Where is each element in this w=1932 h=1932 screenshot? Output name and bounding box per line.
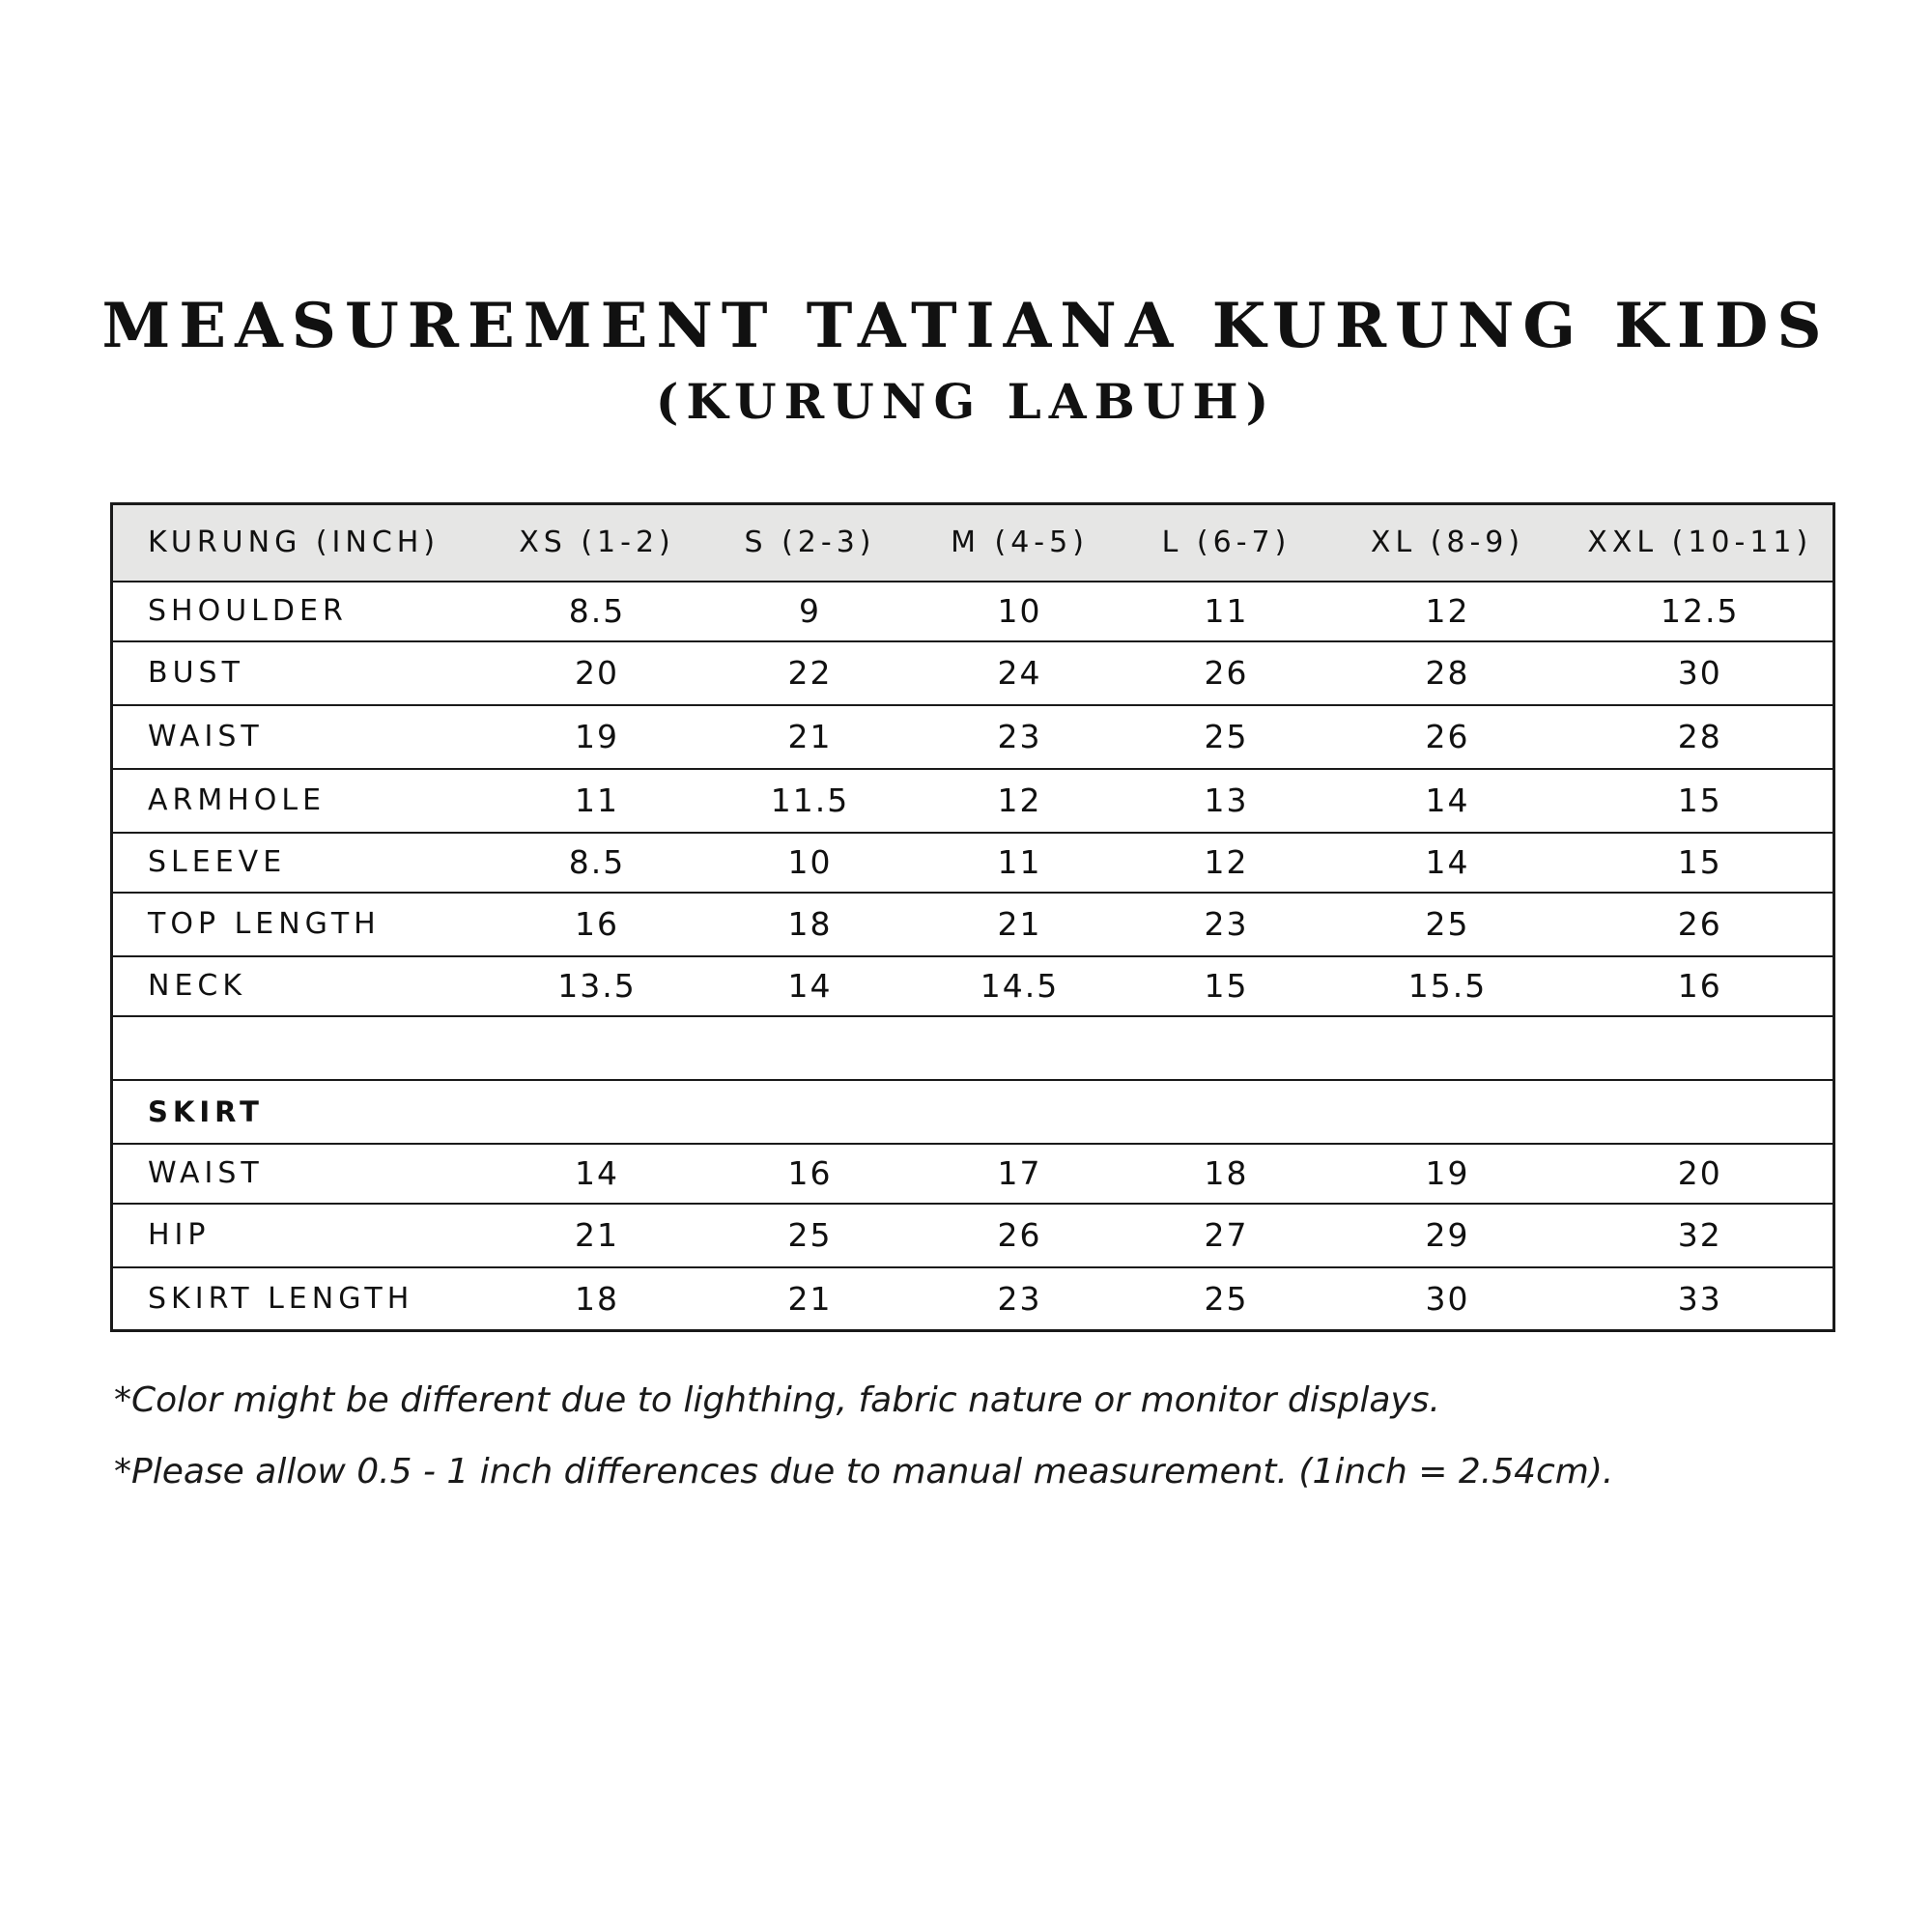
table-cell: 19 xyxy=(1328,1144,1568,1204)
row-label: SHOULDER xyxy=(112,582,489,641)
table-cell: 14 xyxy=(706,956,915,1016)
table-cell: 9 xyxy=(706,582,915,641)
notes xyxy=(114,1381,1853,1524)
note-measurement: *Please allow 0.5 - 1 inch differences due to manual measurement. (1inch = 2.54cm). xyxy=(114,1452,1614,1492)
header-cell-label: KURUNG (INCH) xyxy=(112,504,489,582)
table-cell: 21 xyxy=(706,705,915,769)
title-block xyxy=(0,290,1932,433)
size-chart-table xyxy=(110,502,1835,1332)
table-cell: 16 xyxy=(1568,956,1834,1016)
table-cell: 16 xyxy=(489,893,706,956)
header-cell-xs: XS (1-2) xyxy=(489,504,706,582)
table-cell: 14 xyxy=(1328,769,1568,833)
table-cell: 12 xyxy=(915,769,1125,833)
table-cell: 21 xyxy=(489,1204,706,1267)
table-cell: 17 xyxy=(915,1144,1125,1204)
table-cell: 15.5 xyxy=(1328,956,1568,1016)
row-label: BUST xyxy=(112,641,489,705)
table-cell: 25 xyxy=(1125,1267,1328,1331)
table-cell: 21 xyxy=(915,893,1125,956)
table-header-row xyxy=(112,504,1834,582)
table-cell: 26 xyxy=(915,1204,1125,1267)
table-cell: 22 xyxy=(706,641,915,705)
table-cell: 18 xyxy=(706,893,915,956)
table-row-empty xyxy=(112,1016,1834,1080)
table-cell: 26 xyxy=(1125,641,1328,705)
header-cell-xl: XL (8-9) xyxy=(1328,504,1568,582)
table-cell: 30 xyxy=(1568,641,1834,705)
table-cell: 14.5 xyxy=(915,956,1125,1016)
table-cell: 8.5 xyxy=(489,833,706,893)
header-cell-xxl: XXL (10-11) xyxy=(1568,504,1834,582)
empty-cell xyxy=(112,1016,1834,1080)
header-cell-l: L (6-7) xyxy=(1125,504,1328,582)
note-color: *Color might be different due to lighthing, fabric nature or monitor displays. xyxy=(114,1380,1440,1420)
page-title: MEASUREMENT TATIANA KURUNG KIDS xyxy=(101,290,1831,362)
table-cell: 28 xyxy=(1328,641,1568,705)
table-cell: 15 xyxy=(1568,833,1834,893)
table-cell: 10 xyxy=(706,833,915,893)
table-cell: 18 xyxy=(489,1267,706,1331)
table-cell: 26 xyxy=(1568,893,1834,956)
table-cell: 32 xyxy=(1568,1204,1834,1267)
table-cell: 12.5 xyxy=(1568,582,1834,641)
table-cell: 14 xyxy=(1328,833,1568,893)
table-cell: 11 xyxy=(1125,582,1328,641)
page-subtitle: (KURUNG LABUH) xyxy=(655,373,1277,430)
table-cell: 11 xyxy=(489,769,706,833)
table-cell: 30 xyxy=(1328,1267,1568,1331)
table-cell: 25 xyxy=(706,1204,915,1267)
row-label: SKIRT LENGTH xyxy=(112,1267,489,1331)
table-cell: 20 xyxy=(1568,1144,1834,1204)
table-row-armhole xyxy=(112,769,1834,833)
table-row-waist xyxy=(112,705,1834,769)
table-row-skirt-waist xyxy=(112,1144,1834,1204)
table-cell: 15 xyxy=(1125,956,1328,1016)
table-cell: 16 xyxy=(706,1144,915,1204)
table-row-neck xyxy=(112,956,1834,1016)
table-cell: 8.5 xyxy=(489,582,706,641)
table-row-top-length xyxy=(112,893,1834,956)
table-cell: 12 xyxy=(1125,833,1328,893)
table-cell: 27 xyxy=(1125,1204,1328,1267)
table-cell: 29 xyxy=(1328,1204,1568,1267)
table-row-hip xyxy=(112,1204,1834,1267)
table-cell: 25 xyxy=(1328,893,1568,956)
section-label-skirt: SKIRT xyxy=(112,1080,1834,1144)
table-row-bust xyxy=(112,641,1834,705)
table-cell: 23 xyxy=(915,705,1125,769)
table-row-shoulder xyxy=(112,582,1834,641)
table-cell: 18 xyxy=(1125,1144,1328,1204)
row-label: WAIST xyxy=(112,705,489,769)
table-cell: 25 xyxy=(1125,705,1328,769)
table-row-skirt-length xyxy=(112,1267,1834,1331)
table-cell: 21 xyxy=(706,1267,915,1331)
table-cell: 28 xyxy=(1568,705,1834,769)
table-cell: 11 xyxy=(915,833,1125,893)
table-cell: 23 xyxy=(1125,893,1328,956)
row-label: ARMHOLE xyxy=(112,769,489,833)
table-cell: 33 xyxy=(1568,1267,1834,1331)
row-label: HIP xyxy=(112,1204,489,1267)
table-cell: 26 xyxy=(1328,705,1568,769)
table-cell: 13.5 xyxy=(489,956,706,1016)
table-cell: 13 xyxy=(1125,769,1328,833)
table-cell: 23 xyxy=(915,1267,1125,1331)
table-cell: 15 xyxy=(1568,769,1834,833)
table-cell: 20 xyxy=(489,641,706,705)
row-label: NECK xyxy=(112,956,489,1016)
table-row-sleeve xyxy=(112,833,1834,893)
table-cell: 11.5 xyxy=(706,769,915,833)
table-cell: 10 xyxy=(915,582,1125,641)
row-label: SLEEVE xyxy=(112,833,489,893)
table-cell: 19 xyxy=(489,705,706,769)
row-label: WAIST xyxy=(112,1144,489,1204)
table-cell: 24 xyxy=(915,641,1125,705)
header-cell-s: S (2-3) xyxy=(706,504,915,582)
table-cell: 12 xyxy=(1328,582,1568,641)
header-cell-m: M (4-5) xyxy=(915,504,1125,582)
table-cell: 14 xyxy=(489,1144,706,1204)
table-row-skirt-section xyxy=(112,1080,1834,1144)
row-label: TOP LENGTH xyxy=(112,893,489,956)
